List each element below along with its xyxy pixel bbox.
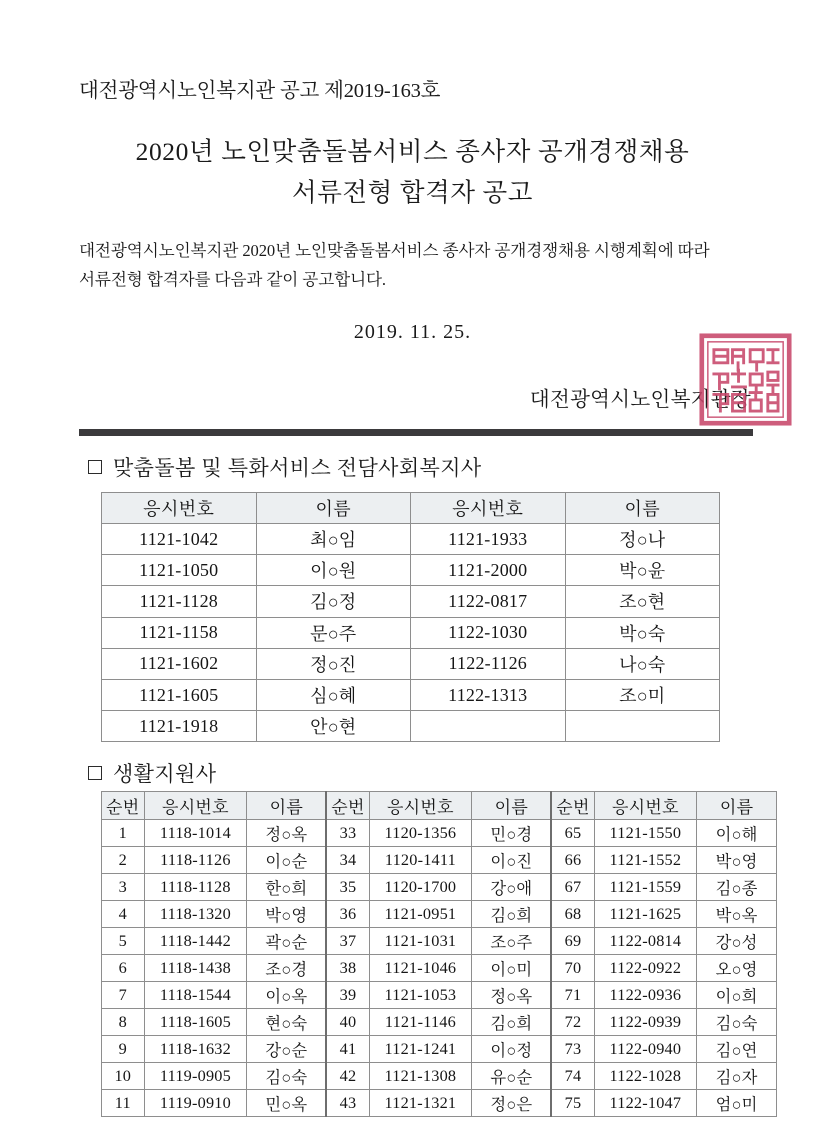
cell-applicant-no: 1122-1028 bbox=[594, 1063, 697, 1090]
cell-name: 조○현 bbox=[565, 586, 720, 617]
cell-name: 정○나 bbox=[565, 524, 720, 555]
cell-name: 김○자 bbox=[697, 1063, 777, 1090]
column-header-name-3: 이름 bbox=[697, 792, 777, 820]
cell-name: 나○숙 bbox=[565, 648, 720, 679]
cell-seq: 70 bbox=[551, 955, 594, 982]
cell-seq: 8 bbox=[102, 1009, 145, 1036]
cell-applicant-no: 1122-0939 bbox=[594, 1009, 697, 1036]
cell-name: 조○경 bbox=[247, 955, 327, 982]
table-row bbox=[102, 648, 720, 679]
cell-applicant-no: 1122-1047 bbox=[594, 1090, 697, 1117]
table-row bbox=[102, 617, 720, 648]
cell-name: 이○옥 bbox=[247, 982, 327, 1009]
cell-seq: 9 bbox=[102, 1036, 145, 1063]
cell-applicant-no: 1122-0940 bbox=[594, 1036, 697, 1063]
cell-name: 김○종 bbox=[697, 874, 777, 901]
table-row bbox=[102, 820, 777, 847]
table-row bbox=[102, 1036, 777, 1063]
cell-name: 엄○미 bbox=[697, 1090, 777, 1117]
cell-name: 이○해 bbox=[697, 820, 777, 847]
cell-applicant-no: 1118-1126 bbox=[144, 847, 247, 874]
document-number: 대전광역시노인복지관 공고 제2019-163호 bbox=[79, 80, 441, 102]
cell-applicant-no: 1121-1050 bbox=[102, 555, 257, 586]
cell-name: 조○미 bbox=[565, 679, 720, 710]
cell-seq: 2 bbox=[102, 847, 145, 874]
cell-applicant-no: 1121-0951 bbox=[369, 901, 472, 928]
cell-applicant-no: 1121-1552 bbox=[594, 847, 697, 874]
cell-name: 정○진 bbox=[256, 648, 411, 679]
cell-name: 박○숙 bbox=[565, 617, 720, 648]
table-life-support-passers bbox=[101, 791, 777, 1117]
cell-name: 김○정 bbox=[256, 586, 411, 617]
cell-seq: 67 bbox=[551, 874, 594, 901]
cell-name: 정○은 bbox=[472, 1090, 552, 1117]
cell-seq: 68 bbox=[551, 901, 594, 928]
cell-name: 박○옥 bbox=[697, 901, 777, 928]
cell-applicant-no: 1121-1158 bbox=[102, 617, 257, 648]
official-seal-icon bbox=[699, 333, 792, 426]
column-header-seq-3: 순번 bbox=[551, 792, 594, 820]
cell-applicant-no: 1118-1320 bbox=[144, 901, 247, 928]
intro-line-1: 대전광역시노인복지관 2020년 노인맞춤돌봄서비스 종사자 공개경쟁채용 시행계획에 따라 bbox=[79, 241, 710, 260]
cell-seq: 33 bbox=[326, 820, 369, 847]
cell-name: 최○임 bbox=[256, 524, 411, 555]
cell-seq: 5 bbox=[102, 928, 145, 955]
column-header-seq-1: 순번 bbox=[102, 792, 145, 820]
cell-name: 박○영 bbox=[697, 847, 777, 874]
cell-applicant-no: 1119-0910 bbox=[144, 1090, 247, 1117]
title-line-2: 서류전형 합격자 공고 bbox=[291, 178, 534, 207]
page-title bbox=[0, 131, 825, 213]
cell-name: 이○미 bbox=[472, 955, 552, 982]
table-row bbox=[102, 847, 777, 874]
cell-seq: 65 bbox=[551, 820, 594, 847]
cell-name: 김○희 bbox=[472, 901, 552, 928]
cell-applicant-no: 1121-1146 bbox=[369, 1009, 472, 1036]
cell-applicant-no: 1121-1625 bbox=[594, 901, 697, 928]
table-row bbox=[102, 586, 720, 617]
cell-applicant-no: 1122-1030 bbox=[411, 617, 566, 648]
table-row bbox=[102, 1090, 777, 1117]
table-row bbox=[102, 555, 720, 586]
cell-applicant-no: 1121-1918 bbox=[102, 711, 257, 742]
cell-applicant-no: 1121-1128 bbox=[102, 586, 257, 617]
cell-seq: 75 bbox=[551, 1090, 594, 1117]
column-header-applicant-no-1: 응시번호 bbox=[102, 493, 257, 524]
cell-name: 현○숙 bbox=[247, 1009, 327, 1036]
cell-seq: 69 bbox=[551, 928, 594, 955]
cell-applicant-no: 1121-2000 bbox=[411, 555, 566, 586]
cell-name: 조○주 bbox=[472, 928, 552, 955]
cell-name: 박○영 bbox=[247, 901, 327, 928]
cell-name: 유○순 bbox=[472, 1063, 552, 1090]
cell-name: 정○옥 bbox=[247, 820, 327, 847]
cell-seq: 38 bbox=[326, 955, 369, 982]
cell-seq: 1 bbox=[102, 820, 145, 847]
table-row bbox=[102, 1063, 777, 1090]
cell-seq: 7 bbox=[102, 982, 145, 1009]
cell-applicant-no: 1122-0814 bbox=[594, 928, 697, 955]
table-header-row bbox=[102, 792, 777, 820]
cell-seq: 40 bbox=[326, 1009, 369, 1036]
table-row bbox=[102, 928, 777, 955]
cell-name: 박○윤 bbox=[565, 555, 720, 586]
cell-name: 안○현 bbox=[256, 711, 411, 742]
cell-applicant-no: 1122-0936 bbox=[594, 982, 697, 1009]
table-header-row bbox=[102, 493, 720, 524]
intro-paragraph bbox=[79, 236, 751, 294]
cell-name: 이○원 bbox=[256, 555, 411, 586]
table-row bbox=[102, 711, 720, 742]
column-header-name-1: 이름 bbox=[256, 493, 411, 524]
cell-applicant-no: 1118-1014 bbox=[144, 820, 247, 847]
cell-seq: 71 bbox=[551, 982, 594, 1009]
cell-seq: 35 bbox=[326, 874, 369, 901]
cell-applicant-no: 1121-1308 bbox=[369, 1063, 472, 1090]
table-row bbox=[102, 955, 777, 982]
signature-line: 대전광역시노인복지관장 bbox=[529, 389, 751, 411]
cell-applicant-no: 1119-0905 bbox=[144, 1063, 247, 1090]
cell-name: 민○경 bbox=[472, 820, 552, 847]
cell-seq: 3 bbox=[102, 874, 145, 901]
cell-name: 정○옥 bbox=[472, 982, 552, 1009]
cell-seq: 43 bbox=[326, 1090, 369, 1117]
cell-applicant-no: 1122-0922 bbox=[594, 955, 697, 982]
cell-applicant-no: 1121-1559 bbox=[594, 874, 697, 901]
checkbox-icon bbox=[88, 766, 102, 780]
section1-heading-label: 맞춤돌봄 및 특화서비스 전담사회복지사 bbox=[113, 456, 482, 480]
horizontal-divider bbox=[79, 429, 753, 436]
section-heading-life-support bbox=[88, 758, 216, 788]
cell-applicant-no: 1118-1128 bbox=[144, 874, 247, 901]
table-row bbox=[102, 679, 720, 710]
cell-applicant-no: 1122-0817 bbox=[411, 586, 566, 617]
cell-applicant-no: 1118-1605 bbox=[144, 1009, 247, 1036]
cell-seq: 66 bbox=[551, 847, 594, 874]
cell-applicant-no: 1121-1053 bbox=[369, 982, 472, 1009]
cell-applicant-no: 1121-1046 bbox=[369, 955, 472, 982]
column-header-name-2: 이름 bbox=[472, 792, 552, 820]
cell-applicant-no: 1120-1700 bbox=[369, 874, 472, 901]
cell-applicant-no: 1121-1933 bbox=[411, 524, 566, 555]
cell-name: 이○순 bbox=[247, 847, 327, 874]
table-social-worker-passers bbox=[101, 492, 720, 742]
column-header-applicant-no-3: 응시번호 bbox=[594, 792, 697, 820]
cell-name: 김○희 bbox=[472, 1009, 552, 1036]
cell-applicant-no: 1121-1605 bbox=[102, 679, 257, 710]
cell-name: 오○영 bbox=[697, 955, 777, 982]
cell-name: 이○희 bbox=[697, 982, 777, 1009]
cell-applicant-no: 1120-1356 bbox=[369, 820, 472, 847]
cell-name: 심○혜 bbox=[256, 679, 411, 710]
cell-name: 이○정 bbox=[472, 1036, 552, 1063]
cell-applicant-no: 1120-1411 bbox=[369, 847, 472, 874]
cell-seq: 10 bbox=[102, 1063, 145, 1090]
cell-name: 강○성 bbox=[697, 928, 777, 955]
table-row bbox=[102, 982, 777, 1009]
cell-name: 김○숙 bbox=[247, 1063, 327, 1090]
column-header-seq-2: 순번 bbox=[326, 792, 369, 820]
cell-seq: 36 bbox=[326, 901, 369, 928]
table-row bbox=[102, 524, 720, 555]
cell-applicant-no: 1118-1442 bbox=[144, 928, 247, 955]
cell-applicant-no: 1121-1321 bbox=[369, 1090, 472, 1117]
cell-name: 한○희 bbox=[247, 874, 327, 901]
cell-applicant-no: 1118-1438 bbox=[144, 955, 247, 982]
cell-applicant-no: 1121-1550 bbox=[594, 820, 697, 847]
column-header-applicant-no-1: 응시번호 bbox=[144, 792, 247, 820]
cell-applicant-no: 1121-1042 bbox=[102, 524, 257, 555]
intro-line-2: 서류전형 합격자를 다음과 같이 공고합니다. bbox=[79, 270, 386, 289]
cell-name: 문○주 bbox=[256, 617, 411, 648]
cell-seq: 42 bbox=[326, 1063, 369, 1090]
cell-applicant-no: 1122-1313 bbox=[411, 679, 566, 710]
cell-applicant-no: 1121-1031 bbox=[369, 928, 472, 955]
cell-applicant-no: 1121-1241 bbox=[369, 1036, 472, 1063]
table-row bbox=[102, 1009, 777, 1036]
cell-seq: 6 bbox=[102, 955, 145, 982]
cell-seq: 39 bbox=[326, 982, 369, 1009]
cell-name: 강○애 bbox=[472, 874, 552, 901]
cell-seq: 37 bbox=[326, 928, 369, 955]
table-row bbox=[102, 901, 777, 928]
cell-name: 곽○순 bbox=[247, 928, 327, 955]
title-line-1: 2020년 노인맞춤돌봄서비스 종사자 공개경쟁채용 bbox=[135, 137, 690, 166]
column-header-applicant-no-2: 응시번호 bbox=[411, 493, 566, 524]
section-heading-social-worker bbox=[88, 452, 482, 482]
cell-name bbox=[565, 711, 720, 742]
cell-seq: 4 bbox=[102, 901, 145, 928]
cell-applicant-no: 1118-1544 bbox=[144, 982, 247, 1009]
cell-applicant-no: 1121-1602 bbox=[102, 648, 257, 679]
cell-applicant-no bbox=[411, 711, 566, 742]
cell-name: 김○숙 bbox=[697, 1009, 777, 1036]
cell-applicant-no: 1122-1126 bbox=[411, 648, 566, 679]
section2-heading-label: 생활지원사 bbox=[113, 762, 217, 786]
cell-name: 이○진 bbox=[472, 847, 552, 874]
cell-name: 김○연 bbox=[697, 1036, 777, 1063]
cell-seq: 73 bbox=[551, 1036, 594, 1063]
cell-applicant-no: 1118-1632 bbox=[144, 1036, 247, 1063]
cell-seq: 41 bbox=[326, 1036, 369, 1063]
column-header-name-1: 이름 bbox=[247, 792, 327, 820]
checkbox-icon bbox=[88, 460, 102, 474]
table-row bbox=[102, 874, 777, 901]
cell-name: 강○순 bbox=[247, 1036, 327, 1063]
cell-name: 민○옥 bbox=[247, 1090, 327, 1117]
cell-seq: 34 bbox=[326, 847, 369, 874]
cell-seq: 72 bbox=[551, 1009, 594, 1036]
column-header-name-2: 이름 bbox=[565, 493, 720, 524]
cell-seq: 74 bbox=[551, 1063, 594, 1090]
column-header-applicant-no-2: 응시번호 bbox=[369, 792, 472, 820]
announcement-date: 2019. 11. 25. bbox=[353, 321, 472, 343]
cell-seq: 11 bbox=[102, 1090, 145, 1117]
